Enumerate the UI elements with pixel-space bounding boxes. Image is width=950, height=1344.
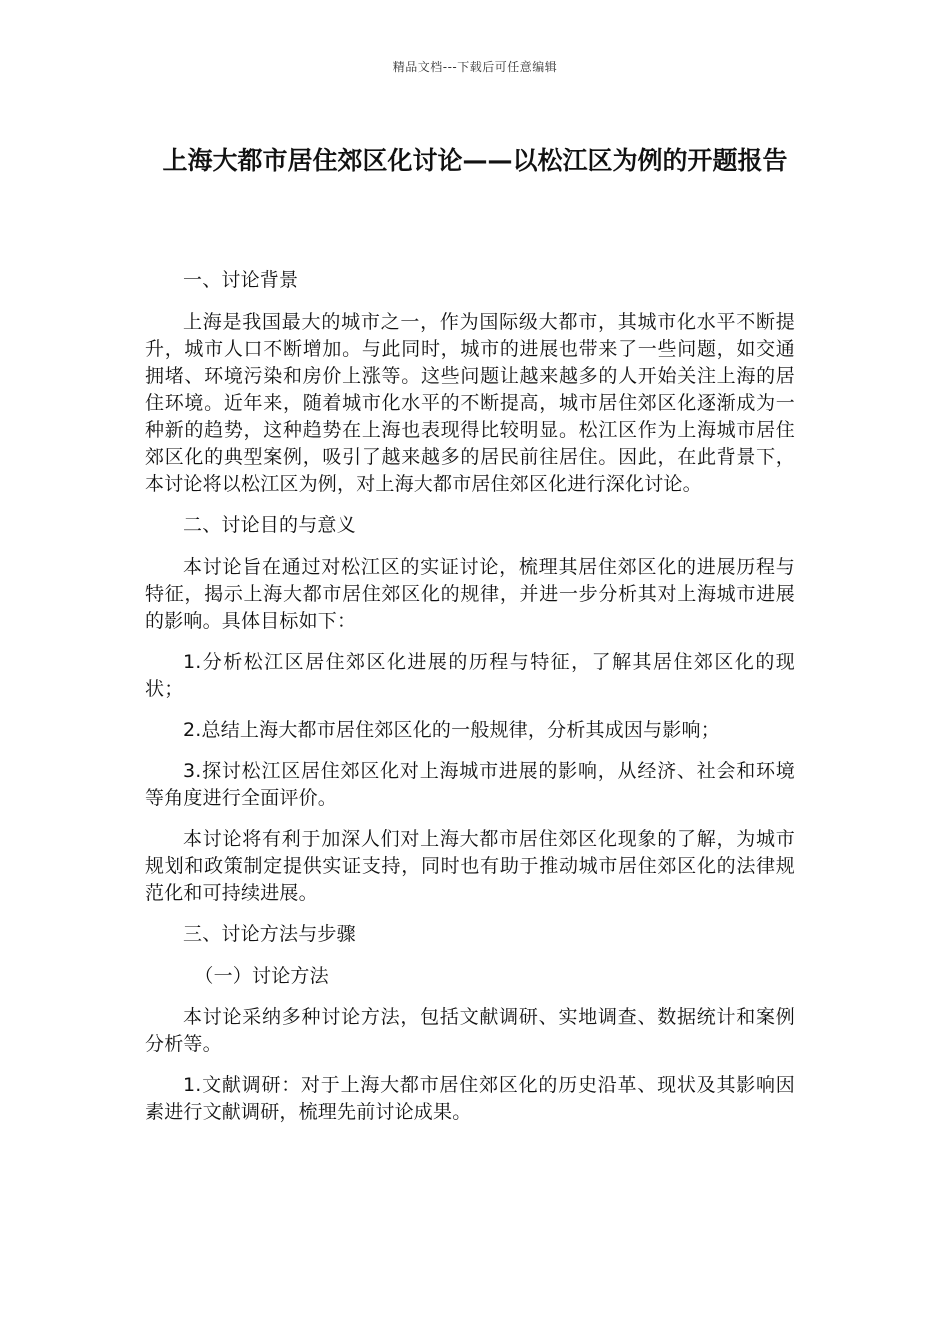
document-title: 上海大都市居住郊区化讨论——以松江区为例的开题报告 — [162, 146, 788, 175]
section-heading-methods: 三、讨论方法与步骤 — [183, 923, 356, 945]
list-item-goal-2: 2.总结上海大都市居住郊区化的一般规律，分析其成因与影响； — [183, 719, 720, 741]
list-item-goal-1: 1.分析松江区居住郊区化进展的历程与特征，了解其居住郊区化的现状； — [145, 651, 795, 700]
subsection-heading-methods: （一）讨论方法 — [194, 965, 329, 987]
header-note: 精品文档---下载后可任意编辑 — [392, 60, 558, 74]
paragraph-purpose: 本讨论旨在通过对松江区的实证讨论，梳理其居住郊区化的进展历程与特征，揭示上海大都市居住郊区化的规律，并进一步分析其对上海城市进展的影响。具体目标如下： — [145, 556, 795, 632]
section-heading-purpose: 二、讨论目的与意义 — [183, 514, 356, 536]
document-body — [145, 267, 795, 1140]
section-heading-background: 一、讨论背景 — [183, 269, 299, 291]
paragraph-background: 上海是我国最大的城市之一，作为国际级大都市，其城市化水平不断提升，城市人口不断增加。与此同时，城市的进展也带来了一些问题，如交通拥堵、环境污染和房价上涨等。这些问题让越来越多的人开始关注上海的居住环境。近年来，随着城市化水平的不断提高，城市居住郊区化逐渐成为一种新的趋势，这种趋势在上海也表现得比较明显。松江区作为上海城市居住郊区化的典型案例，吸引了越来越多的居民前往居住。因此，在此背景下，本讨论将以松江区为例，对上海大都市居住郊区化进行深化讨论。 — [145, 311, 795, 495]
paragraph-methods: 本讨论采纳多种讨论方法，包括文献调研、实地调查、数据统计和案例分析等。 — [145, 1006, 795, 1055]
list-item-method-1: 1.文献调研：对于上海大都市居住郊区化的历史沿革、现状及其影响因素进行文献调研，梳理先前讨论成果。 — [145, 1074, 795, 1123]
paragraph-significance: 本讨论将有利于加深人们对上海大都市居住郊区化现象的了解，为城市规划和政策制定提供实证支持，同时也有助于推动城市居住郊区化的法律规范化和可持续进展。 — [145, 828, 795, 904]
list-item-goal-3: 3.探讨松江区居住郊区化对上海城市进展的影响，从经济、社会和环境等角度进行全面评价。 — [145, 760, 795, 809]
